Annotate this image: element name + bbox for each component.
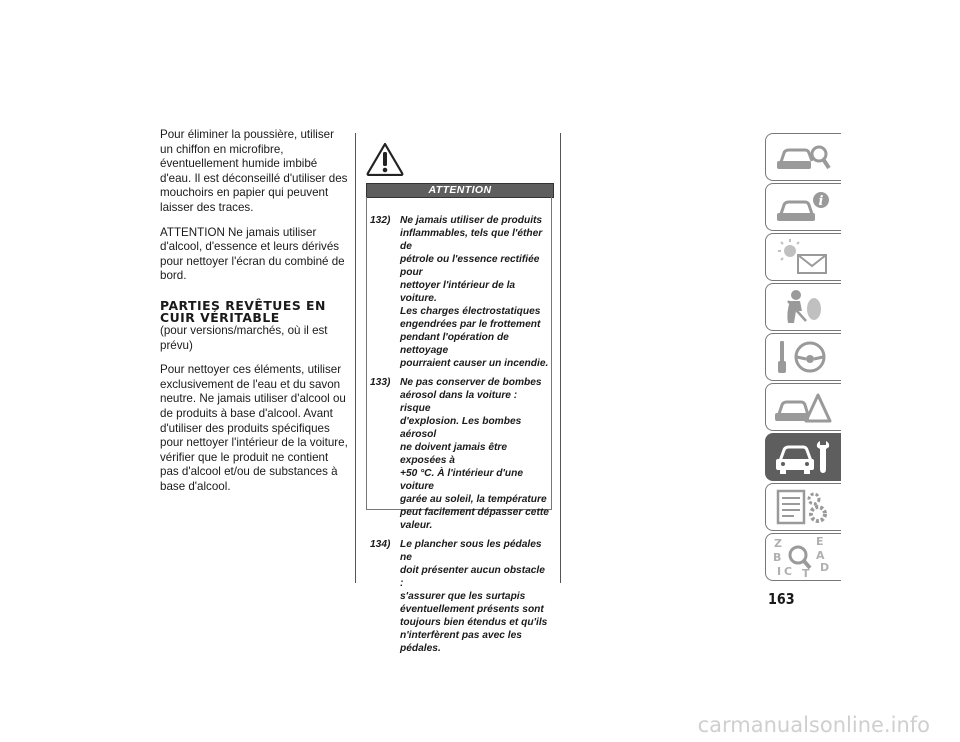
tab-maintenance[interactable] xyxy=(765,433,841,481)
alphabetical-index-icon xyxy=(772,537,834,577)
warning-light-mail-icon xyxy=(772,237,834,277)
warning-item-132: 132) Ne jamais utiliser de produits inflammables, tels que l'éther de pétrole ou l'essence rectifiée pour nettoyer l'intérieur de la voiture. Les charges électrostatiques engendrées par le frottement pendant l'opération de nettoyage pourraient causer un incendie. xyxy=(370,215,549,369)
index-letter: E xyxy=(816,537,824,548)
warning-list xyxy=(370,214,550,661)
column-divider-left xyxy=(355,133,356,583)
tab-car-info[interactable] xyxy=(765,183,841,231)
tab-safety[interactable] xyxy=(765,283,841,331)
page-number: 163 xyxy=(768,590,795,608)
warning-item-134: 134) Le plancher sous les pédales ne doit présenter aucun obstacle : s'assurer que les surtapis éventuellement présents sont toujours bien étendus et qu'ils n'interfèrent pas avec les pédales. xyxy=(370,539,548,654)
attention-header: ATTENTION xyxy=(366,183,554,198)
car-info-icon xyxy=(772,187,834,227)
steering-wheel-key-icon xyxy=(772,337,834,377)
tab-warning-lights[interactable] xyxy=(765,233,841,281)
section-subtitle: (pour versions/marchés, où il est prévu) xyxy=(160,323,328,352)
index-letter: T xyxy=(802,567,810,577)
column-divider-right xyxy=(560,133,561,583)
index-letter: D xyxy=(820,561,830,574)
car-search-icon xyxy=(772,137,834,177)
index-letter: B xyxy=(773,551,782,564)
section-title: PARTIES REVÊTUES EN CUIR VÉRITABLE xyxy=(160,297,326,325)
svg-text:i: i xyxy=(818,194,824,209)
car-wrench-icon xyxy=(772,437,834,477)
left-column xyxy=(160,128,350,504)
tab-car-search[interactable] xyxy=(765,133,841,181)
tab-emergency[interactable] xyxy=(765,383,841,431)
warning-triangle-icon xyxy=(366,142,404,181)
watermark: carmanualsonline.info xyxy=(697,713,930,737)
index-letter: I xyxy=(777,565,782,577)
seatbelt-airbag-icon xyxy=(772,287,834,327)
tab-technical-data[interactable] xyxy=(765,483,841,531)
paragraph-leather-cleaning: Pour nettoyer ces éléments, utiliser exclusivement de l'eau et du savon neutre. Ne jamais utiliser d'alcool ou de produits à base d'alcool. Avant d'utiliser des produits spécifiques pour nettoyer l'intérieur de la voiture, vérifier que le produit ne contient pas d'alcool et/ou de substances à base d'alcool. xyxy=(160,363,348,493)
index-letter: A xyxy=(816,549,825,562)
car-breakdown-triangle-icon xyxy=(772,387,834,427)
tab-starting-driving[interactable] xyxy=(765,333,841,381)
tab-index[interactable] xyxy=(765,533,841,581)
warning-item-133: 133) Ne pas conserver de bombes aérosol dans la voiture : risque d'explosion. Les bombes aérosol ne doivent jamais être exposées à +50 °C. À l'intérieur d'une voiture garée au soleil, la température peut facilement dépasser cette valeur. xyxy=(370,377,549,531)
document-gear-icon xyxy=(772,487,834,527)
paragraph-dust-cleaning: Pour éliminer la poussière, utiliser un chiffon en microfibre, éventuellement humide imbibé d'eau. Il est déconseillé d'utiliser des mouchoirs en papier qui peuvent laisser des traces. xyxy=(160,128,348,214)
paragraph-display-warning: ATTENTION Ne jamais utiliser d'alcool, d'essence et leurs dérivés pour nettoyer l'écran du combiné de bord. xyxy=(160,225,345,283)
index-letter: C xyxy=(784,565,793,577)
index-letter: Z xyxy=(774,537,782,550)
